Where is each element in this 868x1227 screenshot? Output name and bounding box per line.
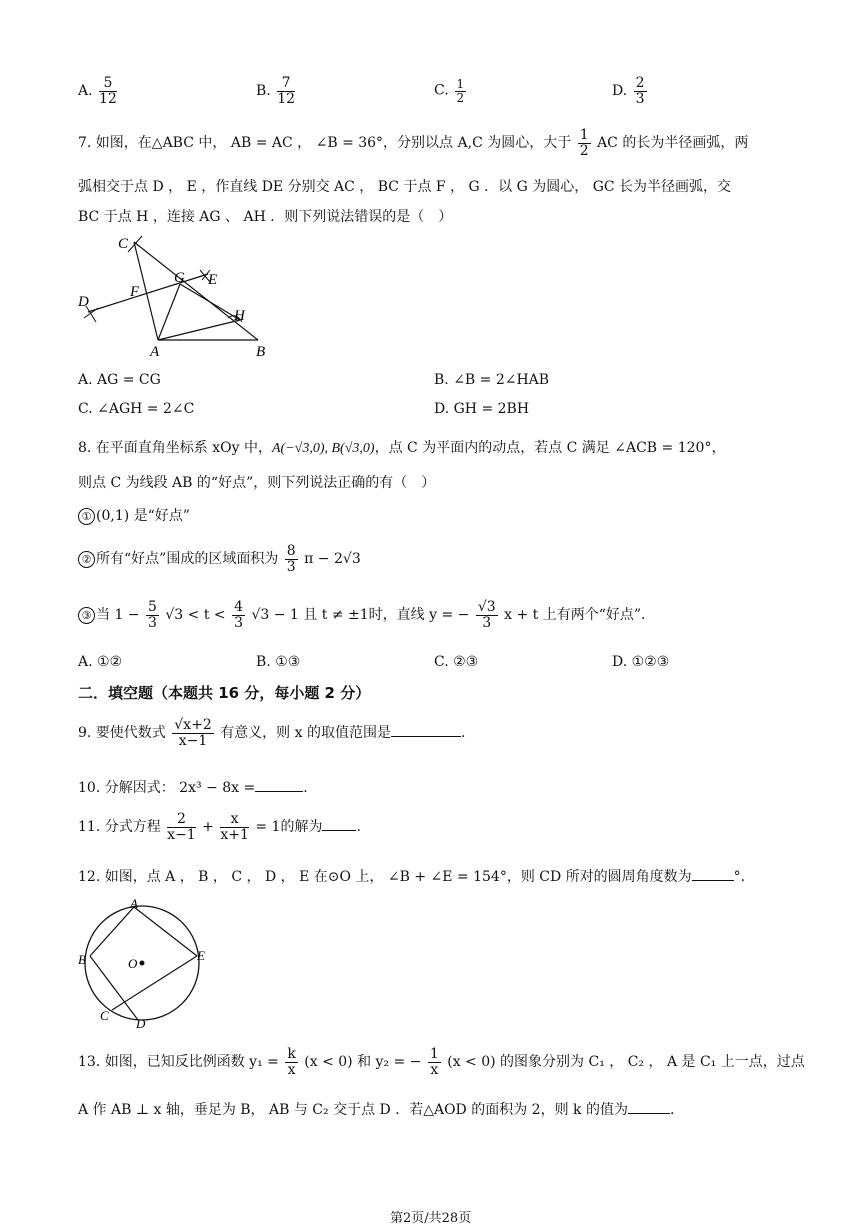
q7-option-a: A. AG = CG bbox=[78, 372, 161, 388]
q11: 11. 分式方程 $\frac{2}{x-1}$ + $\frac{x}{x+1}$ = 1的解为 . bbox=[78, 811, 361, 843]
label-A: A bbox=[130, 896, 138, 911]
q7-option-b: B. ∠B = 2∠HAB bbox=[434, 372, 550, 388]
q9: 9. 要使代数式 $\frac{√x+2}{x-1}$ 有意义，则 x 的取值范围是 . bbox=[78, 717, 466, 749]
q7-option-d: D. GH = 2BH bbox=[434, 401, 530, 417]
q6-option-d: D. $\frac{2}{3}$ bbox=[612, 75, 645, 107]
q7-line3: BC 于点 H ，连接 AG 、 AH ．则下列说法错误的是（ ） bbox=[78, 209, 453, 225]
label-F: F bbox=[130, 284, 140, 300]
label-B: B bbox=[78, 952, 86, 967]
label-C: C bbox=[100, 1008, 109, 1023]
q8-statement-2: ② 所有“好点”围成的区域面积为 $\frac{8}{3}$ π − 2√3 bbox=[78, 544, 361, 574]
q13-answer-blank[interactable] bbox=[628, 1112, 670, 1114]
q8-option-a: A. ①② bbox=[78, 654, 123, 670]
label-E: E bbox=[208, 272, 218, 288]
q8-option-c: C. ②③ bbox=[434, 654, 479, 670]
q13-line2: A 作 AB ⊥ x 轴，垂足为 B， AB 与 C₂ 交于点 D ．若△AOD 的面积为 2，则 k 的值为 . bbox=[78, 1102, 675, 1118]
q13-line1: 13. 如图，已知反比例函数 y₁ = $\frac{k}{x}$ (x < 0) 和 y₂ = − $\frac{1}{x}$ (x < 0) 的图象分别为 C₁ ， C₂ ， A 是 C₁ 上一点，过点 bbox=[78, 1046, 805, 1078]
label-C: C bbox=[118, 236, 129, 252]
q11-answer-blank[interactable] bbox=[322, 829, 356, 831]
label-A: A bbox=[150, 344, 160, 360]
q7-figure bbox=[76, 232, 276, 362]
label-B: B bbox=[256, 344, 266, 360]
q12-figure bbox=[76, 896, 216, 1032]
q12: 12. 如图，点 A ， B ， C ， D ， E 在⊙O 上， ∠B + ∠E = 154°，则 CD 所对的圆周角度数为 °． bbox=[78, 869, 755, 885]
q9-answer-blank[interactable] bbox=[391, 735, 461, 737]
page-footer: 第2页/共28页 bbox=[390, 1211, 472, 1226]
q10: 10. 分解因式： 2x³ − 8x = . bbox=[78, 780, 308, 796]
q7-option-c: C. ∠AGH = 2∠C bbox=[78, 401, 195, 417]
q8-statement-1: ① (0,1) 是“好点” bbox=[78, 505, 190, 525]
q6-option-b: B. $\frac{7}{12}$ bbox=[256, 75, 296, 107]
label-G: G bbox=[174, 270, 185, 286]
q7-line1: 7. 如图，在△ABC 中， AB = AC ， ∠B = 36°，分别以点 A,C 为圆心，大于 $\frac{1}{2}$ AC 的长为半径画弧，两 bbox=[78, 127, 749, 159]
q12-answer-blank[interactable] bbox=[692, 879, 734, 881]
label-D: D bbox=[78, 294, 89, 310]
label-D: D bbox=[136, 1016, 146, 1031]
q8-line2: 则点 C 为线段 AB 的“好点”，则下列说法正确的有（ ） bbox=[78, 475, 436, 491]
q6-option-c: C. $\frac{1}{2}$ bbox=[434, 77, 465, 105]
q7-line2: 弧相交于点 D ， E ，作直线 DE 分别交 AC ， BC 于点 F ， G ．以 G 为圆心， GC 长为半径画弧，交 bbox=[78, 179, 732, 195]
label-E: E bbox=[197, 948, 205, 963]
section-2-heading: 二．填空题（本题共 16 分，每小题 2 分） bbox=[78, 684, 371, 702]
label-H: H bbox=[234, 308, 245, 324]
q8-option-b: B. ①③ bbox=[256, 654, 301, 670]
label-O: O bbox=[128, 956, 138, 971]
q8-statement-3: ③ 当 1 − $\frac{5}{3}$ √3 < t < $\frac{4}{3}$ √3 − 1 且 t ≠ ±1时，直线 y = − $\frac{√3}{3}$ x + t 上有两个“好点”． bbox=[78, 600, 655, 630]
q6-option-a: A. $\frac{5}{12}$ bbox=[78, 75, 117, 107]
q10-answer-blank[interactable] bbox=[255, 790, 303, 792]
q8-line1: 8. 在平面直角坐标系 xOy 中，A(−√3,0), B(√3,0)，点 C 为平面内的动点，若点 C 满足 ∠ACB = 120°， bbox=[78, 440, 726, 456]
q8-option-d: D. ①②③ bbox=[612, 654, 670, 670]
